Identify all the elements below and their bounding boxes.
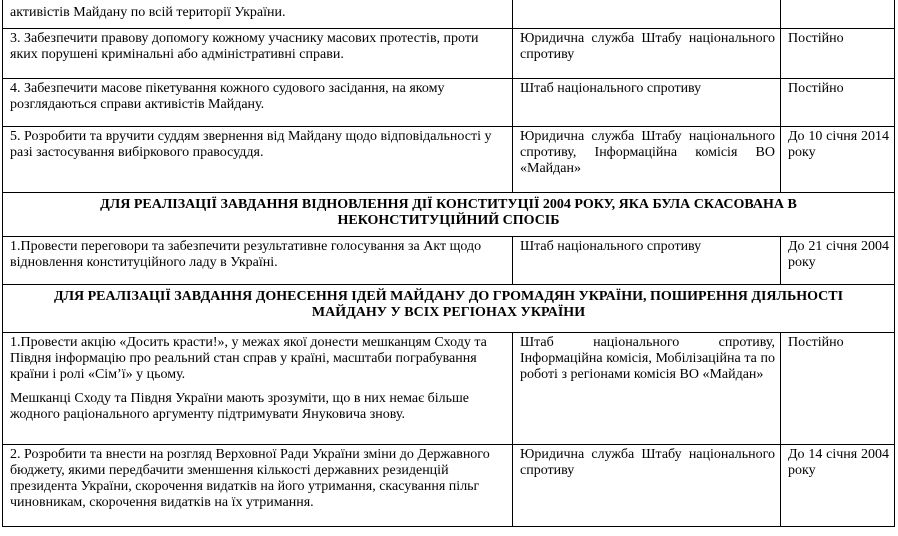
deadline-cell: До 10 січня 2014 року	[781, 127, 895, 193]
task-cell: 2. Розробити та внести на розгляд Верховної Ради України зміни до Державного бюджету, якими передбачити зменшення кількості державних резиденцій президента України, скорочення видатків на його утримання, скасування пільг чиновникам, скорочення видатків на їх утримання.	[3, 445, 513, 527]
responsible-cell	[513, 0, 781, 29]
table-row	[3, 29, 895, 79]
responsible-cell: Юридична служба Штабу національного спротиву, Інформаційна комісія ВО «Майдан»	[513, 127, 781, 193]
responsible-cell: Юридична служба Штабу національного спротиву	[513, 29, 781, 79]
responsible-cell: Юридична служба Штабу національного спротиву	[513, 445, 781, 527]
responsible-cell: Штаб національного спротиву	[513, 79, 781, 127]
deadline-cell: До 14 січня 2004 року	[781, 445, 895, 527]
task-cell	[3, 333, 513, 445]
task-note: Мешканці Сходу та Півдня України мають зрозуміти, що в них немає більше жодного раціонального аргументу підтримувати Януковича знову.	[10, 391, 469, 422]
deadline-cell	[781, 0, 895, 29]
action-plan-table	[2, 0, 895, 527]
task-cell: 5. Розробити та вручити суддям звернення від Майдану щодо відповідальності у разі застосування вибіркового правосуддя.	[3, 127, 513, 193]
section-heading-line: МАЙДАНУ У ВСІХ РЕГІОНАХ УКРАЇНИ	[311, 305, 586, 320]
table-row	[3, 333, 895, 445]
responsible-cell: Штаб національного спротиву	[513, 237, 781, 285]
deadline-cell: До 21 січня 2004 року	[781, 237, 895, 285]
table-row	[3, 127, 895, 193]
table-row	[3, 0, 895, 29]
deadline-cell: Постійно	[781, 333, 895, 445]
task-cell: 4. Забезпечити масове пікетування кожного судового засідання, на якому розглядаються справи активістів Майдану.	[3, 79, 513, 127]
table-row	[3, 79, 895, 127]
section-heading-line: ДЛЯ РЕАЛІЗАЦІЇ ЗАВДАННЯ ВІДНОВЛЕННЯ ДІЇ КОНСТИТУЦІЇ 2004 РОКУ, ЯКА БУЛА СКАСОВАНА В	[100, 197, 797, 212]
section-heading-line: ДЛЯ РЕАЛІЗАЦІЇ ЗАВДАННЯ ДОНЕСЕННЯ ІДЕЙ МАЙДАНУ ДО ГРОМАДЯН УКРАЇНИ, ПОШИРЕННЯ ДІЯЛЬНОСТІ	[53, 289, 844, 304]
responsible-cell: Штаб національного спротиву, Інформаційна комісія, Мобілізаційна та по роботі з регіонами комісія ВО «Майдан»	[513, 333, 781, 445]
table-row	[3, 445, 895, 527]
table-row	[3, 237, 895, 285]
task-text: 1.Провести акцію «Досить красти!», у межах якої донести мешканцям Сходу та Півдня інформацію про реальний стан справ у країні, масштаби пограбування країни і ролі «Сім’ї» у цьому.	[10, 335, 487, 382]
deadline-cell: Постійно	[781, 79, 895, 127]
deadline-cell: Постійно	[781, 29, 895, 79]
section-header-row	[3, 285, 895, 333]
section-heading	[3, 285, 895, 333]
section-heading	[3, 193, 895, 237]
section-heading-line: НЕКОНСТИТУЦІЙНИЙ СПОСІБ	[337, 213, 560, 228]
task-cell: 1.Провести переговори та забезпечити результативне голосування за Акт щодо відновлення конституційного ладу в Україні.	[3, 237, 513, 285]
task-cell: 3. Забезпечити правову допомогу кожному учаснику масових протестів, проти яких порушені кримінальні або адміністративні справи.	[3, 29, 513, 79]
task-cell: активістів Майдану по всій території України.	[3, 0, 513, 29]
section-header-row	[3, 193, 895, 237]
